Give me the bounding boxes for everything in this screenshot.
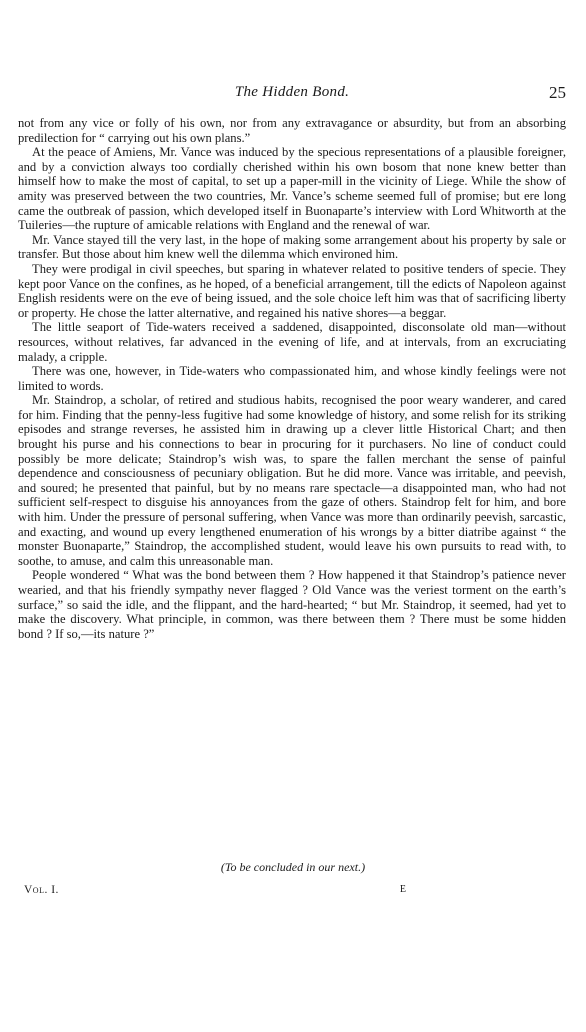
paragraph: The little seaport of Tide-waters received a saddened, disappointed, disconsolate old man—without resources, without relatives, far advanced in the evening of life, and at intervals, from an excruciating malady, a cripple.	[18, 320, 566, 364]
body-text	[18, 116, 566, 641]
paragraph: Mr. Staindrop, a scholar, of retired and studious habits, recognised the poor weary wanderer, and cared for him. Finding that the penny-less fugitive had some knowledge of history, and some relish for its striking episodes and strange reverses, he assisted him in drawing up a clever little Historical Chart; and then brought his purse and his connections to bear in procuring for it purchasers. No line of conduct could possibly be more delicate; Staindrop’s wish was, to spare the fallen merchant the sense of painful dependence and consciousness of pecuniary obligation. But he did more. Vance was irritable, and peevish, and soured; he presented that painful, but by no means rare spectacle—a disappointed man, who had not sufficient self-respect to disguise his annoyances from the gaze of others. Staindrop felt for him, and bore with him. Under the pressure of personal suffering, when Vance was more than ordinarily peevish, sarcastic, and exacting, and wound up every lengthened enumeration of his wrongs by a bitter diatribe against “ the monster Buonaparte,” Staindrop, the accomplished student, would leave his own pursuits to read with, to soothe, to amuse, and calm this unreasonable man.	[18, 393, 566, 568]
running-title: The Hidden Bond.	[234, 84, 350, 100]
page-number: 25	[549, 83, 566, 102]
paragraph: not from any vice or folly of his own, nor from any extravagance or absurdity, but from an absorbing predilection for “ carrying out his own plans.”	[18, 116, 566, 145]
signature-mark: E	[399, 884, 406, 895]
paragraph: Mr. Vance stayed till the very last, in the hope of making some arrangement about his property by sale or transfer. But those about him knew well the dilemma which environed him.	[18, 232, 566, 262]
continuation-note: (To be concluded in our next.)	[220, 860, 366, 874]
volume-label: Vol. I.	[24, 884, 59, 896]
paragraph: People wondered “ What was the bond between them ? How happened it that Staindrop’s patience never wearied, and that his friendly sympathy never flagged ? Old Vance was the veriest torment on the earth’s surface,” so said the idle, and the flippant, and the hard-hearted; “ but Mr. Staindrop, it seemed, had yet to make the discovery. What principle, in common, was there between them ? There must be some hidden bond ? If so,—its nature ?”	[18, 568, 566, 641]
paragraph: There was one, however, in Tide-waters who compassionated him, and whose kindly feelings were not limited to words.	[18, 364, 566, 393]
paragraph: At the peace of Amiens, Mr. Vance was induced by the specious representations of a plausible foreigner, and by a conviction always too cordially cherished within his own bosom that none knew better than himself how to make the most of capital, to set up a paper-mill in the vicinity of Liege. While the show of amity was preserved between the two countries, Mr. Vance’s scheme seemed full of promise; but ere long came the outbreak of passion, which developed itself in Buonaparte’s interview with Lord Whitworth at the Tuileries—the rupture of amicable relations with England and the renewal of war.	[18, 145, 566, 233]
page-header	[18, 84, 566, 106]
paragraph: They were prodigal in civil speeches, but sparing in whatever related to positive tenders of specie. They kept poor Vance on the confines, as he hoped, of a beneficial arrangement, till the edicts of Napoleon against English residents were on the eve of being issued, and the sole choice left him was that of sacrificing liberty or property. He chose the latter alternative, and regained his native shores—a beggar.	[18, 261, 566, 320]
page-footer	[18, 884, 566, 900]
